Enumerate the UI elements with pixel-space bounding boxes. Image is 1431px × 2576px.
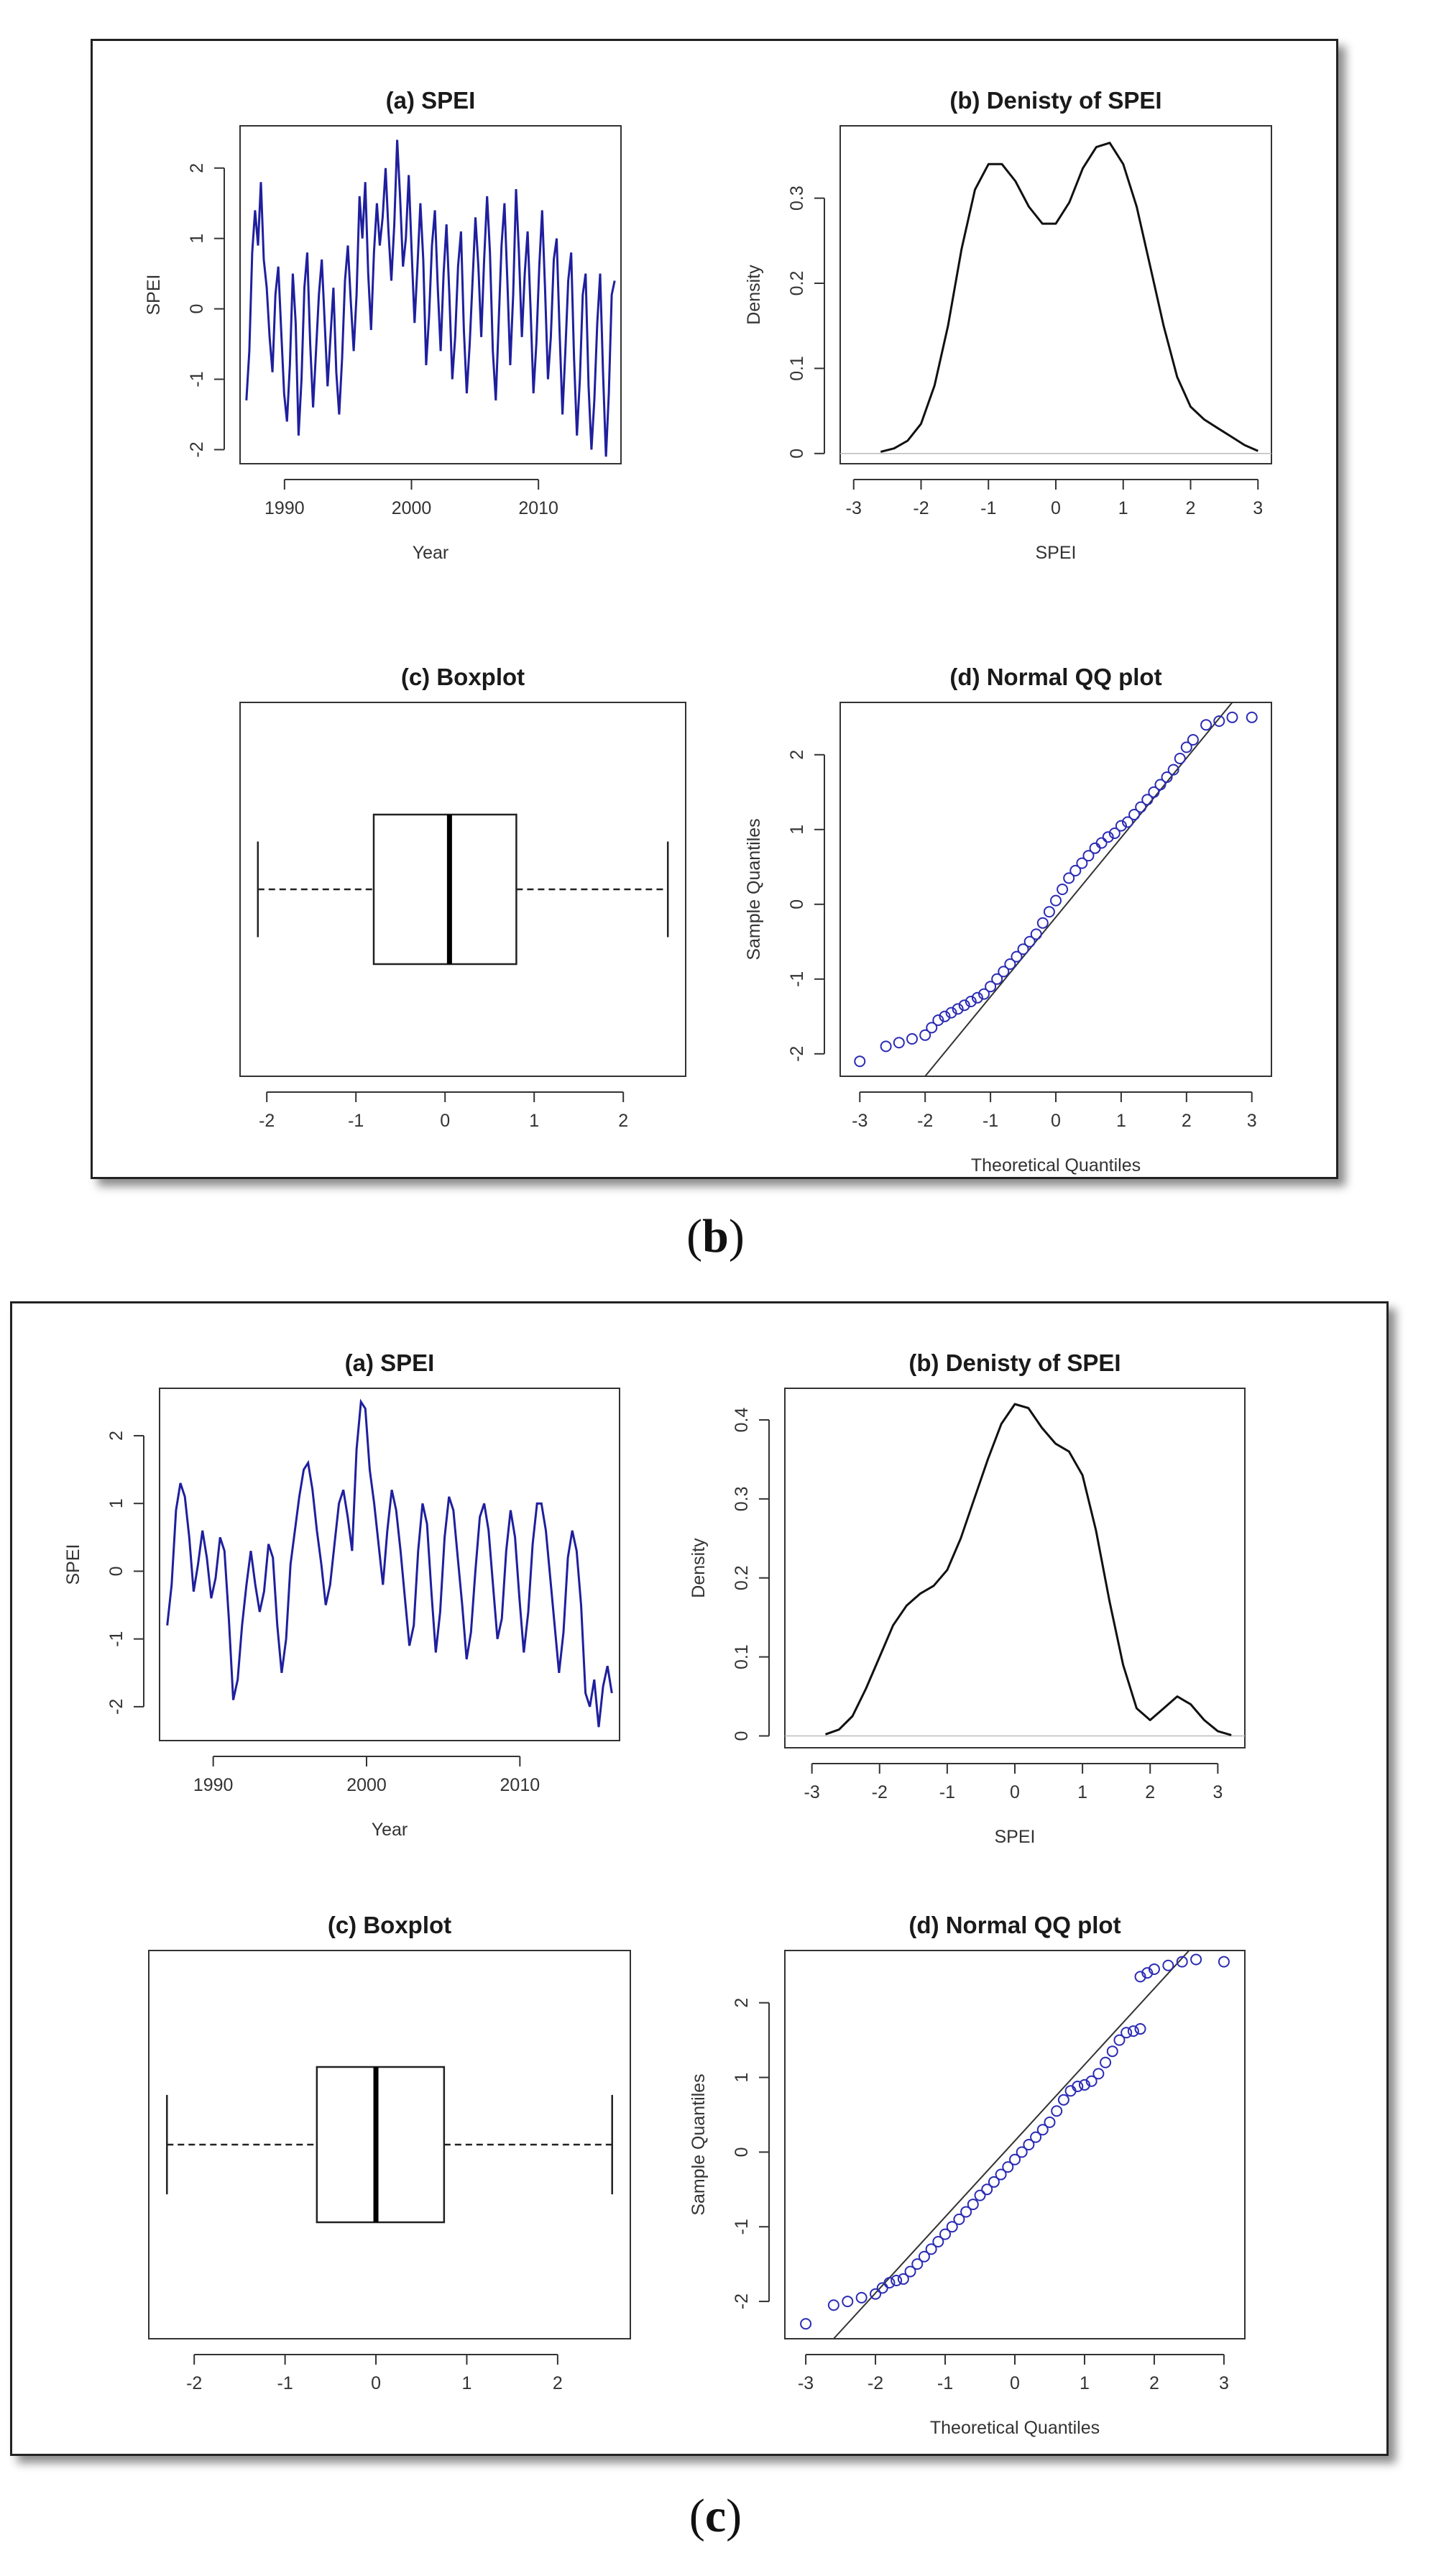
- figure-c-svg: [12, 1303, 1386, 2454]
- fig-b-d-x-axis-label: Theoretical Quantiles: [970, 1155, 1141, 1175]
- fig-c-b-y-tick-label: 0.4: [732, 1407, 752, 1433]
- fig-b-a-series-line: [247, 140, 615, 457]
- fig-c-d-y-tick-label: 0: [732, 2147, 752, 2158]
- fig-c-d-qq-point: [1044, 2117, 1054, 2127]
- fig-c-b-title: (b) Denisty of SPEI: [908, 1349, 1121, 1376]
- fig-b-d-y-tick-label: -1: [787, 971, 807, 987]
- fig-c-d-qq-point: [1093, 2068, 1103, 2078]
- fig-b-a-y-tick-label: 2: [187, 162, 207, 173]
- fig-b-b-x-tick-label: -1: [980, 498, 997, 518]
- fig-c-d-x-tick-label: 1: [1080, 2373, 1090, 2393]
- fig-c-d-x-tick-label: 2: [1149, 2373, 1159, 2393]
- fig-b-d-x-tick-label: 2: [1181, 1111, 1192, 1131]
- fig-c-a-x-axis-label: Year: [371, 1820, 408, 1840]
- fig-b-a-title: (a) SPEI: [385, 87, 476, 114]
- fig-b-d-qq-point: [907, 1034, 917, 1044]
- fig-c-a-y-tick-label: 1: [106, 1498, 126, 1509]
- fig-c-d-qq-point: [829, 2300, 839, 2310]
- fig-c-c-title: (c) Boxplot: [327, 1912, 452, 1938]
- fig-c-a-title: (a) SPEI: [344, 1349, 435, 1376]
- fig-c-c-x-tick-label: -1: [277, 2373, 293, 2393]
- fig-c-d-qq-point: [1100, 2058, 1110, 2068]
- fig-c-a-plot-frame: [160, 1388, 620, 1741]
- fig-b-b-y-tick-label: 0.3: [787, 185, 807, 211]
- fig-b-d-y-tick-label: -2: [787, 1045, 807, 1062]
- fig-b-d-qq-point: [1247, 712, 1257, 723]
- fig-c-d-x-tick-label: -1: [937, 2373, 954, 2393]
- fig-b-d-x-tick-label: -3: [852, 1111, 868, 1131]
- fig-b-a-x-tick-label: 2010: [518, 498, 558, 518]
- fig-c-c-x-tick-label: 2: [552, 2373, 563, 2393]
- fig-c-b-density-curve: [826, 1404, 1232, 1735]
- fig-b-b-x-tick-label: 2: [1185, 498, 1196, 518]
- fig-c-c-x-tick-label: 0: [371, 2373, 381, 2393]
- fig-b-d-qq-point: [1051, 896, 1061, 906]
- fig-c-a-x-tick-label: 1990: [193, 1775, 234, 1795]
- figure-c-label: (c): [689, 2490, 742, 2542]
- fig-c-d-qq-point: [801, 2319, 811, 2329]
- fig-b-d-plot-frame: [840, 702, 1271, 1076]
- fig-c-c-x-tick-label: -2: [186, 2373, 203, 2393]
- fig-b-b-x-tick-label: 3: [1253, 498, 1264, 518]
- fig-b-d-qq-point: [1097, 838, 1107, 848]
- fig-b-d-reference-line: [925, 702, 1232, 1076]
- fig-b-d-qq-point: [1044, 907, 1054, 917]
- fig-b-c-x-tick-label: 1: [529, 1111, 540, 1131]
- fig-c-d-plot-frame: [785, 1951, 1245, 2339]
- fig-b-b-y-tick-label: 0.1: [787, 356, 807, 381]
- fig-c-b-y-tick-label: 0: [732, 1731, 752, 1741]
- fig-c-a-y-tick-label: -2: [106, 1698, 126, 1715]
- fig-b-d-x-tick-label: -2: [917, 1111, 934, 1131]
- figure-c-panel: [10, 1301, 1389, 2456]
- fig-b-c-x-tick-label: 0: [440, 1111, 451, 1131]
- fig-c-d-y-tick-label: 1: [732, 2072, 752, 2083]
- fig-c-d-qq-point: [1136, 2024, 1146, 2034]
- fig-b-c-box-iqr: [374, 815, 516, 964]
- fig-b-c-x-tick-label: -1: [348, 1111, 364, 1131]
- fig-b-d-qq-point: [1057, 884, 1067, 894]
- figure-b-letter: b: [702, 1210, 729, 1262]
- fig-c-d-qq-point: [975, 2191, 985, 2201]
- fig-c-d-qq-point: [1052, 2106, 1062, 2116]
- fig-c-d-qq-point: [857, 2293, 867, 2303]
- fig-b-d-qq-point: [1175, 753, 1185, 764]
- fig-b-b-x-tick-label: 0: [1051, 498, 1061, 518]
- fig-c-d-y-tick-label: -1: [732, 2219, 752, 2235]
- fig-b-d-x-tick-label: 0: [1051, 1111, 1061, 1131]
- fig-c-b-plot-frame: [785, 1388, 1245, 1748]
- fig-b-b-y-axis-label: Density: [744, 265, 764, 325]
- fig-b-d-qq-point: [1090, 843, 1100, 853]
- fig-c-d-x-axis-label: Theoretical Quantiles: [929, 2418, 1100, 2438]
- fig-b-b-x-tick-label: 1: [1118, 498, 1128, 518]
- fig-c-a-y-tick-label: 0: [106, 1566, 126, 1577]
- fig-c-c-box-iqr: [317, 2067, 444, 2222]
- fig-c-d-x-tick-label: -3: [797, 2373, 814, 2393]
- fig-c-a-x-tick-label: 2000: [346, 1775, 387, 1795]
- fig-c-c-x-tick-label: 1: [461, 2373, 472, 2393]
- fig-c-a-y-tick-label: -1: [106, 1631, 126, 1647]
- fig-b-d-y-axis-label: Sample Quantiles: [744, 818, 764, 961]
- fig-b-d-title: (d) Normal QQ plot: [949, 664, 1162, 690]
- fig-b-b-title: (b) Denisty of SPEI: [949, 87, 1162, 114]
- fig-c-d-qq-point: [1163, 1961, 1173, 1971]
- fig-b-b-y-tick-label: 0: [787, 448, 807, 459]
- fig-c-d-qq-point: [891, 2275, 901, 2286]
- fig-b-b-x-tick-label: -2: [913, 498, 929, 518]
- fig-b-a-y-axis-label: SPEI: [144, 274, 164, 316]
- fig-c-d-qq-point: [1108, 2046, 1118, 2056]
- fig-c-a-y-tick-label: 2: [106, 1431, 126, 1441]
- figure-b-label: (b): [686, 1210, 745, 1262]
- fig-b-d-qq-point: [1201, 720, 1211, 730]
- fig-c-b-x-axis-label: SPEI: [994, 1827, 1036, 1847]
- fig-b-b-density-curve: [880, 143, 1258, 452]
- fig-c-a-x-tick-label: 2010: [500, 1775, 540, 1795]
- fig-c-b-x-tick-label: 1: [1077, 1782, 1088, 1802]
- fig-b-d-qq-point: [1188, 735, 1198, 745]
- fig-c-b-x-tick-label: -2: [871, 1782, 888, 1802]
- fig-c-d-x-tick-label: -2: [867, 2373, 884, 2393]
- figure-c-letter: c: [704, 2490, 727, 2542]
- fig-b-d-qq-point: [881, 1041, 891, 1051]
- fig-b-a-y-tick-label: -1: [187, 371, 207, 388]
- fig-b-c-x-tick-label: 2: [618, 1111, 629, 1131]
- fig-c-b-y-tick-label: 0.3: [732, 1486, 752, 1512]
- fig-c-d-x-tick-label: 0: [1010, 2373, 1020, 2393]
- fig-c-d-qq-point: [1059, 2095, 1069, 2105]
- fig-c-d-qq-point: [1128, 2026, 1138, 2036]
- fig-c-b-x-tick-label: -1: [939, 1782, 955, 1802]
- fig-b-b-x-axis-label: SPEI: [1035, 543, 1077, 563]
- fig-b-d-y-tick-label: 1: [787, 824, 807, 835]
- fig-b-d-qq-point: [1227, 712, 1237, 723]
- fig-c-a-y-axis-label: SPEI: [63, 1544, 83, 1585]
- fig-c-a-series-line: [167, 1402, 612, 1727]
- fig-c-b-x-tick-label: 3: [1213, 1782, 1223, 1802]
- fig-c-d-y-tick-label: -2: [732, 2293, 752, 2310]
- fig-c-d-qq-point: [1219, 1957, 1229, 1967]
- fig-b-d-qq-point: [894, 1037, 904, 1048]
- fig-b-d-qq-point: [1038, 918, 1048, 928]
- fig-c-d-qq-point: [968, 2199, 978, 2209]
- fig-b-b-x-tick-label: -3: [845, 498, 862, 518]
- fig-b-d-x-tick-label: -1: [982, 1111, 999, 1131]
- fig-b-c-x-tick-label: -2: [259, 1111, 275, 1131]
- fig-c-d-y-axis-label: Sample Quantiles: [689, 2073, 709, 2216]
- fig-b-d-qq-point: [855, 1056, 865, 1066]
- fig-c-d-y-tick-label: 2: [732, 1997, 752, 2008]
- fig-c-b-x-tick-label: -3: [804, 1782, 820, 1802]
- fig-c-b-x-tick-label: 2: [1145, 1782, 1156, 1802]
- fig-b-a-x-tick-label: 2000: [391, 498, 432, 518]
- figure-b-svg: [93, 41, 1336, 1177]
- fig-c-d-reference-line: [834, 1951, 1190, 2339]
- fig-b-b-y-tick-label: 0.2: [787, 270, 807, 296]
- fig-b-d-y-tick-label: 0: [787, 899, 807, 909]
- fig-c-b-y-tick-label: 0.2: [732, 1565, 752, 1591]
- fig-c-d-qq-point: [842, 2296, 852, 2306]
- fig-b-d-y-tick-label: 2: [787, 749, 807, 760]
- fig-b-a-y-tick-label: -2: [187, 441, 207, 458]
- fig-c-d-x-tick-label: 3: [1218, 2373, 1229, 2393]
- fig-b-c-title: (c) Boxplot: [400, 664, 525, 690]
- fig-c-d-title: (d) Normal QQ plot: [908, 1912, 1121, 1938]
- fig-c-d-qq-point: [1121, 2027, 1131, 2038]
- fig-c-b-x-tick-label: 0: [1010, 1782, 1020, 1802]
- fig-b-a-y-tick-label: 1: [187, 233, 207, 244]
- fig-c-b-y-axis-label: Density: [689, 1538, 709, 1598]
- fig-b-b-plot-frame: [840, 126, 1271, 464]
- fig-b-d-x-tick-label: 1: [1115, 1111, 1126, 1131]
- fig-b-d-qq-point: [1031, 929, 1041, 939]
- fig-c-d-qq-point: [1191, 1954, 1201, 1964]
- fig-b-a-x-tick-label: 1990: [264, 498, 305, 518]
- fig-b-a-x-axis-label: Year: [412, 543, 449, 563]
- fig-b-d-x-tick-label: 3: [1246, 1111, 1257, 1131]
- figure-b-panel: [91, 39, 1338, 1179]
- fig-b-a-y-tick-label: 0: [187, 303, 207, 314]
- fig-c-b-y-tick-label: 0.1: [732, 1644, 752, 1670]
